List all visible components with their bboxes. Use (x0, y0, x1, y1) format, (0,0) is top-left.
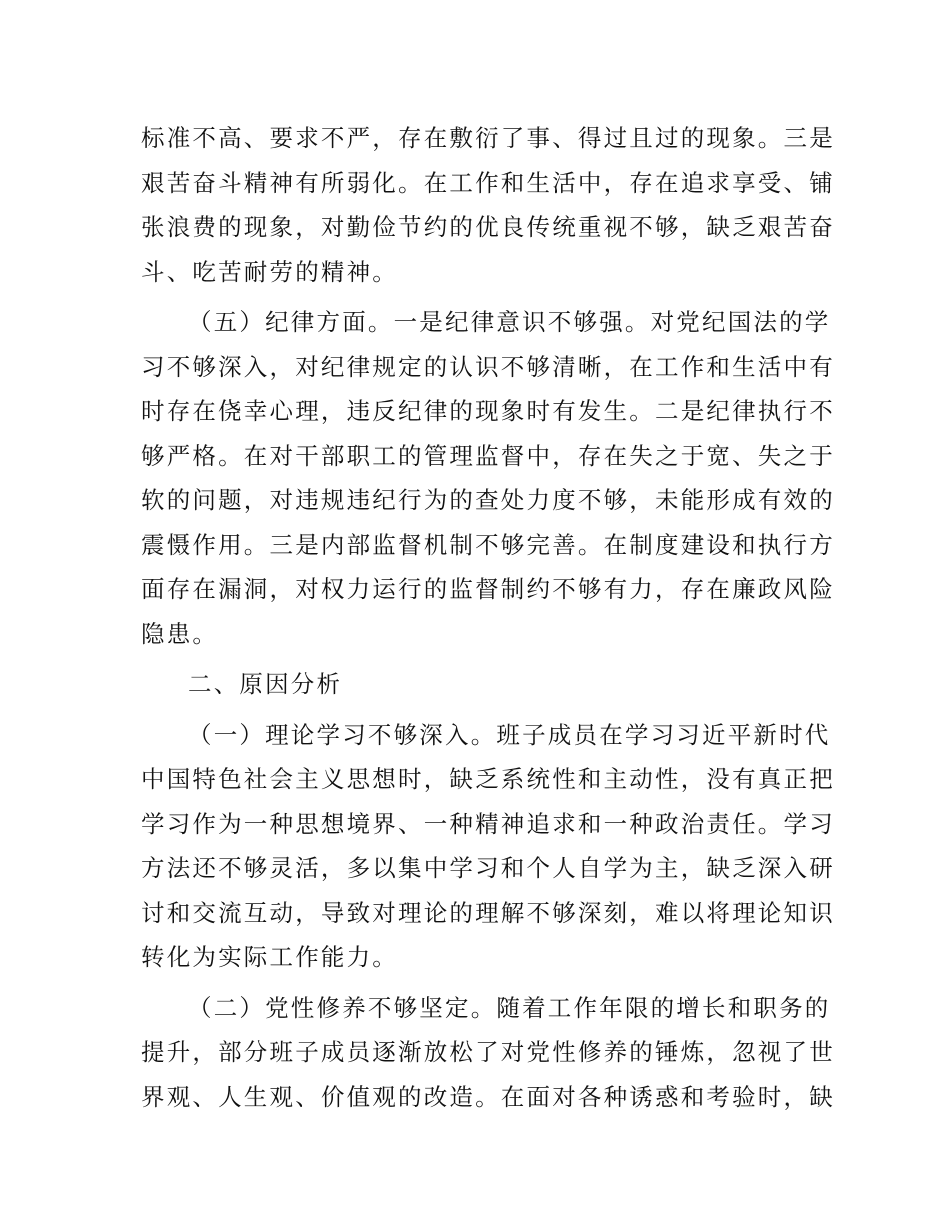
text-line: 够严格。在对干部职工的管理监督中，存在失之于宽、失之于 (141, 441, 835, 470)
text-line: （一）理论学习不够深入。班子成员在学习习近平新时代 (188, 720, 831, 749)
text-line: （二）党性修养不够坚定。随着工作年限的增长和职务的 (188, 993, 831, 1022)
text-line: 艰苦奋斗精神有所弱化。在工作和生活中，存在追求享受、铺 (141, 168, 835, 197)
document-body (141, 116, 835, 1125)
section-title: 二、原因分析 (188, 670, 343, 698)
text-line: 标准不高、要求不严，存在敷衍了事、得过且过的现象。三是 (141, 124, 835, 152)
text-line: 转化为实际工作能力。 (141, 943, 398, 971)
paragraph-party-spirit (141, 986, 835, 1120)
text-line: 提升，部分班子成员逐渐放松了对党性修养的锤炼，忽视了世 (141, 1038, 835, 1066)
section-heading (141, 662, 809, 707)
text-line: 面存在漏洞，对权力运行的监督制约不够有力，存在廉政风险 (141, 575, 835, 603)
text-line: 软的问题，对违规违纪行为的查处力度不够，未能形成有效的 (141, 486, 835, 514)
text-line: 习不够深入，对纪律规定的认识不够清晰，在工作和生活中有 (141, 352, 835, 381)
text-line: 隐患。 (141, 619, 219, 648)
text-line: 震慑作用。三是内部监督机制不够完善。在制度建设和执行方 (141, 530, 835, 559)
text-line: 讨和交流互动，导致对理论的理解不够深刻，难以将理论知识 (141, 898, 835, 927)
text-line: 张浪费的现象，对勤俭节约的优良传统重视不够，缺乏艰苦奋 (141, 213, 835, 241)
text-line: 斗、吃苦耐劳的精神。 (141, 257, 398, 286)
text-line: 方法还不够灵活，多以集中学习和个人自学为主，缺乏深入研 (141, 854, 835, 882)
text-line: 学习作为一种思想境界、一种精神追求和一种政治责任。学习 (141, 809, 835, 838)
text-line: （五）纪律方面。一是纪律意识不够强。对党纪国法的学 (188, 308, 831, 336)
paragraph-discipline (141, 300, 835, 656)
text-line: 界观、人生观、价值观的改造。在面对各种诱惑和考验时，缺 (141, 1082, 835, 1111)
text-line: 中国特色社会主义思想时，缺乏系统性和主动性，没有真正把 (141, 765, 835, 793)
paragraph-theory (141, 713, 835, 980)
text-line: 时存在侥幸心理，违反纪律的现象时有发生。二是纪律执行不 (141, 397, 835, 425)
paragraph-continuation (141, 116, 835, 294)
